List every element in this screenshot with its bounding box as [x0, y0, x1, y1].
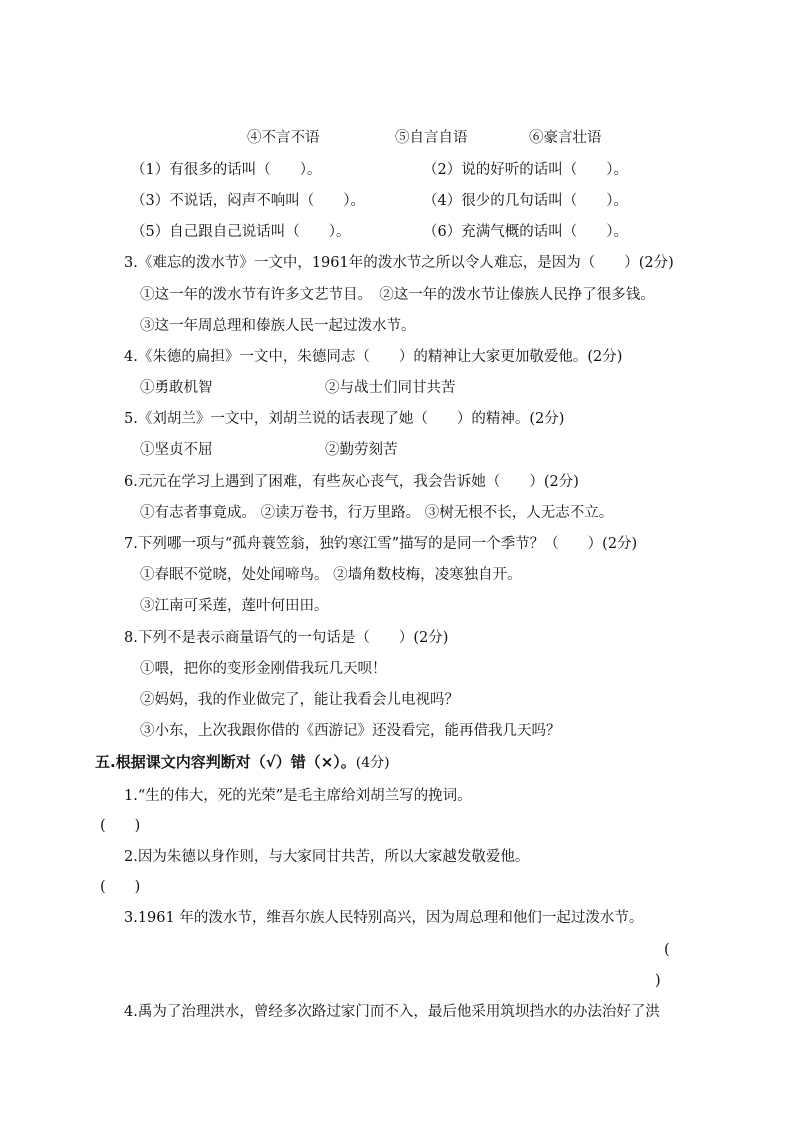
question-3: 3.《难忘的泼水节》一文中，1961年的泼水节之所以令人难忘，是因为（ ）(2分) [124, 255, 674, 271]
fill-item-3: （3）不说话，闷声不响叫（ ）。 [131, 193, 365, 209]
statement-2: 2.因为朱德以身作则，与大家同甘共苦，所以大家越发敬爱他。 [124, 849, 530, 865]
statement-1-answer-blank[interactable]: ( ) [100, 818, 141, 834]
statement-3: 3.1961 年的泼水节，维吾尔族人民特别高兴，因为周总理和他们一起过泼水节。 [124, 910, 644, 926]
question-3-options-b: ③这一年周总理和傣族人民一起过泼水节。 [140, 318, 416, 334]
question-8-option-2: ②妈妈，我的作业做完了，能让我看会儿电视吗？ [140, 692, 459, 708]
question-7-options-b: ③江南可采莲，莲叶何田田。 [140, 598, 329, 614]
question-3-options-a: ①这一年的泼水节有许多文艺节目。 ②这一年的泼水节让傣族人民挣了很多钱。 [140, 287, 655, 303]
fill-item-2: （2）说的好听的话叫（ ）。 [423, 162, 628, 178]
option-5: ⑤自言自语 [395, 130, 468, 146]
question-6: 6.元元在学习上遇到了困难，有些灰心丧气，我会告诉她（ ）(2分) [124, 474, 579, 490]
fill-item-5: （5）自己跟自己说话叫（ ）。 [131, 224, 351, 240]
section-5-title: 五.根据课文内容判断对（√）错（×）。 [95, 753, 356, 771]
statement-4: 4.禹为了治理洪水，曾经多次路过家门而不入，最后他采用筑坝挡水的办法治好了洪 [124, 1004, 660, 1020]
question-8-option-1: ①喂，把你的变形金刚借我玩几天呗！ [140, 661, 387, 677]
option-6: ⑥豪言壮语 [529, 130, 602, 146]
statement-3-answer-open[interactable]: ( [664, 942, 670, 958]
question-7-options-a: ①春眠不觉晓，处处闻啼鸟。 ②墙角数枝梅，凌寒独自开。 [140, 567, 522, 583]
section-5-points: (4分) [355, 755, 390, 771]
question-5: 5.《刘胡兰》一文中，刘胡兰说的话表现了她（ ）的精神。(2分) [124, 411, 565, 427]
question-7: 7.下列哪一项与“孤舟蓑笠翁，独钓寒江雪”描写的是同一个季节？（ ）(2分) [124, 536, 638, 552]
fill-item-4: （4）很少的几句话叫（ ）。 [423, 193, 628, 209]
question-6-options: ①有志者事竟成。 ②读万卷书，行万里路。 ③树无根不长，人无志不立。 [140, 505, 614, 521]
question-5-option-1: ①坚贞不屈 [140, 442, 213, 458]
question-8: 8.下列不是表示商量语气的一句话是（ ）(2分) [124, 630, 449, 646]
question-5-option-2: ②勤劳刻苦 [325, 442, 398, 458]
statement-2-answer-blank[interactable]: ( ) [100, 879, 141, 895]
question-4: 4.《朱德的扁担》一文中，朱德同志（ ）的精神让大家更加敬爱他。(2分) [124, 349, 623, 365]
section-5-heading [95, 752, 390, 773]
statement-3-answer-close[interactable]: ) [655, 973, 661, 989]
fill-item-1: （1）有很多的话叫（ ）。 [131, 162, 322, 178]
statement-1: 1.“生的伟大，死的光荣”是毛主席给刘胡兰写的挽词。 [124, 788, 472, 804]
question-4-option-1: ①勇敢机智 [140, 380, 213, 396]
fill-item-6: （6）充满气概的话叫（ ）。 [423, 224, 628, 240]
question-8-option-3: ③小东，上次我跟你借的《西游记》还没看完，能再借我几天吗？ [140, 723, 561, 739]
question-4-option-2: ②与战士们同甘共苦 [325, 380, 456, 396]
option-4: ④不言不语 [247, 130, 320, 146]
